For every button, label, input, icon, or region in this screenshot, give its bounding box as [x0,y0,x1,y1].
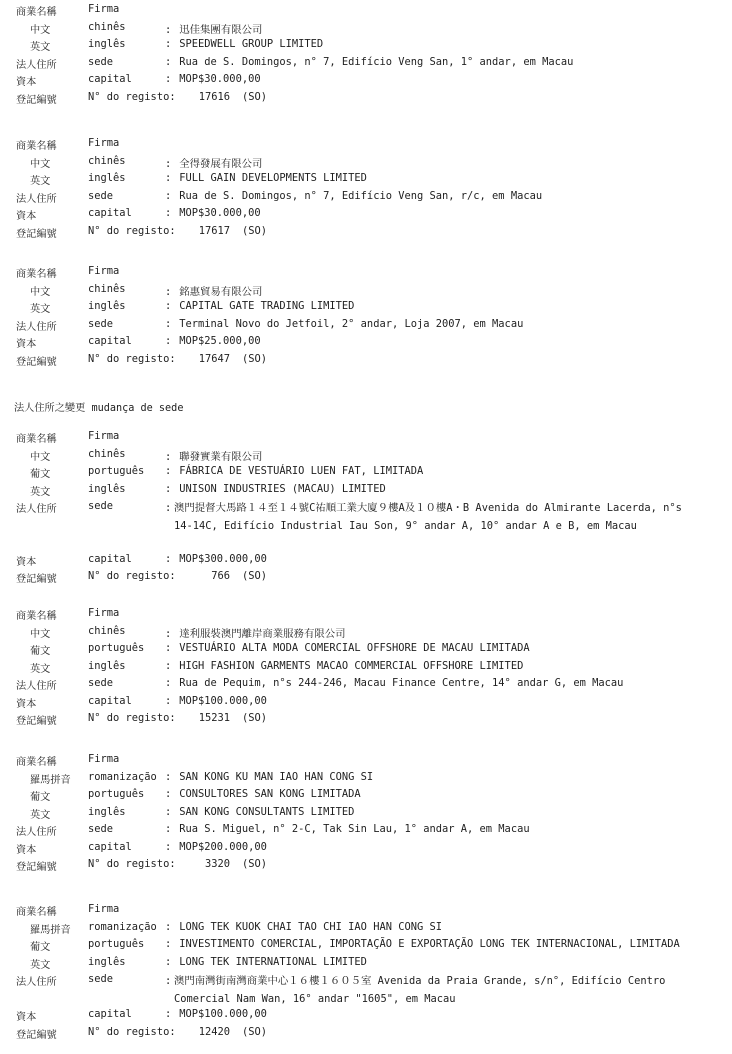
field-label-pt: Firma [88,753,120,765]
field-value-chines: : 聯發實業有限公司 [165,450,263,463]
field-value-ingles: : CAPITAL GATE TRADING LIMITED [165,300,355,312]
field-label-zh: 商業名稱 [16,7,57,18]
field-label-zh: 英文 [30,304,51,315]
field-label-pt: Firma [88,265,120,277]
field-value-capital: : MOP$100.000,00 [165,694,267,707]
field-row-chines [0,625,732,643]
field-label-pt: inglês [88,300,126,312]
field-label-zh: 資本 [16,77,37,88]
field-row-portugues [0,788,732,806]
field-label-pt: N° do registo: [88,858,176,870]
field-label-pt: chinês [88,624,126,637]
field-row-sede [0,190,732,208]
field-label-zh: 資本 [16,844,37,856]
field-value-sede: : 澳門南灣街南灣商業中心１６樓１６０５室 Avenida da Praia Grande, s/n°, Edifício Centro Comercial Nam Wan, 16° andar "1605", em Macau [165,975,666,1005]
field-value-sede: : Terminal Novo do Jetfoil, 2° andar, Loja 2007, em Macau [165,317,524,330]
field-label-zh: 登記編號 [16,94,57,106]
field-label-zh: 商業名稱 [16,907,57,918]
field-label-pt: chinês [88,447,126,460]
field-label-pt: capital [88,552,132,565]
field-label-pt: N° do registo: [88,224,176,237]
field-value-ingles: : HIGH FASHION GARMENTS MACAO COMMERCIAL OFFSHORE LIMITED [165,659,524,672]
field-label-zh: 葡文 [30,792,51,803]
field-label-zh: 商業名稱 [16,757,57,768]
field-value-sede: : Rua de Pequim, n°s 244-246, Macau Finance Centre, 14° andar G, em Macau [165,677,624,689]
field-row-firma [0,265,732,283]
field-label-pt: português [88,642,145,654]
field-row-sede [0,56,732,74]
field-label-pt: Firma [88,903,120,915]
field-label-zh: 英文 [30,663,51,675]
field-row-romanizacao [0,771,732,789]
field-row-capital [0,553,732,571]
field-value-ingles: : LONG TEK INTERNATIONAL LIMITED [165,955,367,968]
field-value-ingles: : FULL GAIN DEVELOPMENTS LIMITED [165,172,367,184]
field-label-pt: capital [88,840,132,853]
field-row-capital [0,73,732,91]
field-value-ingles: : UNISON INDUSTRIES (MACAU) LIMITED [165,482,386,495]
field-value-capital: : MOP$25.000,00 [165,335,261,347]
field-label-pt: N° do registo: [88,90,176,103]
field-label-pt: chinês [88,154,126,167]
field-row-capital [0,841,732,859]
registration-number: 766 (SO) [211,570,268,582]
field-label-zh: 法人住所 [16,827,57,838]
field-row-firma [0,607,732,625]
field-value-capital: : MOP$100.000,00 [165,1008,267,1020]
field-label-zh: 登記編號 [16,356,57,368]
field-label-pt: capital [88,73,132,85]
field-label-zh: 中文 [30,451,51,463]
field-row-ingles [0,660,732,678]
field-label-pt: português [88,788,145,800]
field-row-sede [0,823,732,841]
field-label-zh: 登記編號 [16,716,57,727]
field-value-sede: : Rua de S. Domingos, n° 7, Edifício Veng San, 1° andar, em Macau [165,55,574,68]
field-label-zh: 登記編號 [16,1029,57,1041]
field-label-pt: romanização [88,920,157,933]
field-value-ingles: : SPEEDWELL GROUP LIMITED [165,38,324,50]
field-label-pt: sede [88,823,114,835]
field-row-firma [0,3,732,21]
field-row-ingles [0,806,732,824]
field-label-zh: 資本 [16,339,37,350]
field-value-romanizacao: : LONG TEK KUOK CHAI TAO CHI IAO HAN CONG SI [165,920,443,933]
field-label-pt: inglês [88,172,126,184]
field-label-pt: inglês [88,38,126,50]
field-row-registo [0,225,732,243]
field-row-chines [0,155,732,173]
field-label-pt: Firma [88,430,120,442]
field-label-zh: 登記編號 [16,574,57,585]
field-label-zh: 登記編號 [16,862,57,873]
field-row-ingles [0,38,732,56]
field-label-pt: N° do registo: [88,352,176,365]
field-label-pt: Firma [88,607,120,619]
field-label-pt: chinês [88,282,126,295]
field-label-pt: capital [88,1008,132,1020]
registration-number: 15231 (SO) [198,712,268,724]
field-label-pt: N° do registo: [88,570,176,582]
field-label-pt: sede [88,317,114,330]
field-label-zh: 商業名稱 [16,269,57,280]
field-label-pt: chinês [88,20,126,33]
field-value-chines: : 銘惠貿易有限公司 [165,285,263,298]
field-value-capital: : MOP$30.000,00 [165,73,261,85]
field-label-pt: capital [88,694,132,707]
field-label-zh: 中文 [30,24,51,36]
field-row-capital [0,1008,732,1026]
field-row-capital [0,207,732,225]
field-row-registo [0,712,732,730]
field-label-pt: sede [88,500,114,512]
field-label-pt: capital [88,207,132,219]
field-label-zh: 英文 [30,42,51,53]
field-value-chines: : 全得發展有限公司 [165,157,263,170]
field-row-registo [0,1026,732,1044]
field-row-ingles [0,483,732,501]
field-label-zh: 葡文 [30,646,51,657]
field-label-pt: N° do registo: [88,1025,176,1038]
field-row-capital [0,695,732,713]
field-label-pt: inglês [88,482,126,495]
field-label-zh: 登記編號 [16,228,57,240]
field-row-sede [0,677,732,695]
field-label-zh: 英文 [30,809,51,821]
field-label-zh: 商業名稱 [16,141,57,152]
field-row-ingles [0,300,732,318]
field-label-zh: 法人住所 [16,321,57,333]
field-label-zh: 中文 [30,158,51,170]
field-label-zh: 商業名稱 [16,611,57,622]
field-value-chines: : 達利服裝澳門離岸商業服務有限公司 [165,627,346,640]
field-label-pt: N° do registo: [88,712,176,724]
field-row-firma [0,753,732,771]
field-row-firma [0,430,732,448]
field-label-zh: 法人住所 [16,504,57,515]
field-row-portugues [0,642,732,660]
field-label-zh: 中文 [30,286,51,298]
field-value-portugues: : INVESTIMENTO COMERCIAL, IMPORTAÇÃO E EXPORTAÇÃO LONG TEK INTERNACIONAL, LIMITADA [165,938,680,950]
field-label-zh: 法人住所 [16,681,57,692]
field-value-capital: : MOP$200.000,00 [165,840,267,853]
field-value-sede: : Rua S. Miguel, n° 2-C, Tak Sin Lau, 1° andar A, em Macau [165,823,530,835]
registration-number: 12420 (SO) [198,1025,268,1038]
field-label-zh: 法人住所 [16,59,57,71]
field-row-chines [0,21,732,39]
field-row-capital [0,335,732,353]
field-label-pt: capital [88,335,132,347]
field-label-pt: Firma [88,3,120,15]
field-label-zh: 資本 [16,211,37,222]
field-label-pt: sede [88,55,114,68]
field-row-registo [0,858,732,876]
field-value-portugues: : CONSULTORES SAN KONG LIMITADA [165,788,361,800]
field-row-romanizacao [0,921,732,939]
field-value-chines: : 迅佳集團有限公司 [165,23,263,36]
field-row-sede [0,318,732,336]
field-row-ingles [0,172,732,190]
field-label-zh: 葡文 [30,942,51,953]
field-label-zh: 葡文 [30,469,51,480]
field-value-romanizacao: : SAN KONG KU MAN IAO HAN CONG SI [165,770,374,783]
field-row-portugues [0,938,732,956]
field-value-sede: : Rua de S. Domingos, n° 7, Edifício Veng San, r/c, em Macau [165,189,543,202]
registration-number: 3320 (SO) [204,858,268,870]
field-value-ingles: : SAN KONG CONSULTANTS LIMITED [165,805,355,818]
field-row-chines [0,448,732,466]
registration-number: 17647 (SO) [198,352,268,365]
field-label-pt: sede [88,189,114,202]
field-label-zh: 法人住所 [16,193,57,205]
field-value-portugues: : FÁBRICA DE VESTUÁRIO LUEN FAT, LIMITADA [165,465,424,477]
field-row-registo [0,570,732,588]
field-label-zh: 中文 [30,628,51,640]
field-label-zh: 商業名稱 [16,434,57,445]
field-label-pt: sede [88,677,114,689]
field-label-pt: português [88,465,145,477]
field-row-chines [0,283,732,301]
field-value-capital: : MOP$30.000,00 [165,207,261,219]
registration-number: 17617 (SO) [198,224,268,237]
field-label-zh: 資本 [16,698,37,710]
field-value-portugues: : VESTUÁRIO ALTA MODA COMERCIAL OFFSHORE DE MACAU LIMITADA [165,642,530,654]
field-row-firma [0,137,732,155]
field-label-pt: romanização [88,770,157,783]
field-label-zh: 英文 [30,959,51,971]
field-label-pt: inglês [88,805,126,818]
field-label-zh: 資本 [16,556,37,568]
field-label-pt: português [88,938,145,950]
field-label-zh: 英文 [30,176,51,187]
registration-number: 17616 (SO) [198,90,268,103]
field-label-zh: 英文 [30,486,51,498]
field-label-zh: 法人住所 [16,977,57,988]
field-label-zh: 羅馬拼音 [30,774,71,786]
field-row-registo [0,91,732,109]
section-heading-change-of-seat: 法人住所之變更 mudança de sede [14,403,184,414]
field-row-firma [0,903,732,921]
field-value-capital: : MOP$300.000,00 [165,552,267,565]
field-label-zh: 羅馬拼音 [30,924,71,936]
field-label-pt: inglês [88,659,126,672]
field-label-pt: Firma [88,137,120,149]
field-label-pt: inglês [88,955,126,968]
field-row-portugues [0,465,732,483]
field-row-registo [0,353,732,371]
field-label-zh: 資本 [16,1012,37,1023]
field-row-ingles [0,956,732,974]
field-value-sede: : 澳門提督大馬路１４至１４號C祐順工業大廈９樓A及１０樓A・B Avenida do Almirante Lacerda, n°s 14-14C, Edifício Industrial Iau Son, 9° andar A, 10° andar A e B, em Macau [165,502,682,532]
field-label-pt: sede [88,973,114,985]
